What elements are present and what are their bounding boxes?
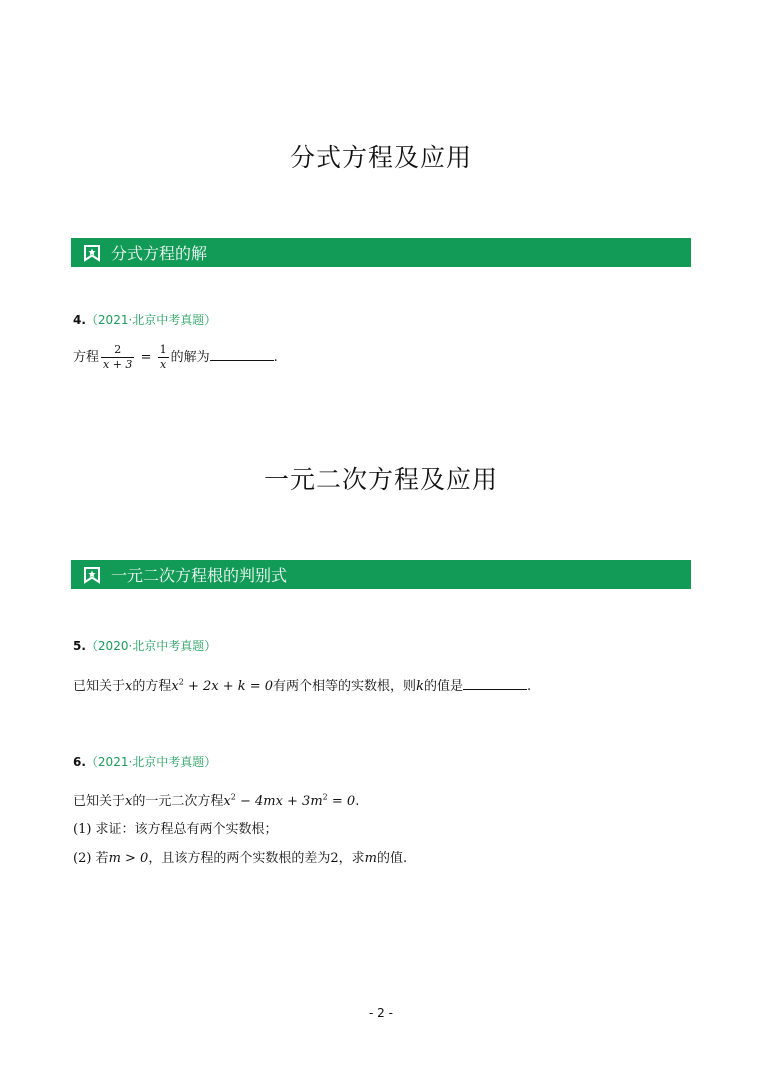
section-bar-label: 分式方程的解	[111, 244, 208, 263]
math-exponent: 2	[230, 792, 236, 802]
question-text	[73, 675, 531, 694]
answer-blank[interactable]	[463, 677, 527, 690]
text: 方程	[73, 350, 100, 365]
fraction	[158, 343, 169, 372]
math-exponent: 2	[178, 677, 184, 687]
text: .	[355, 794, 360, 809]
page-number: - 2 -	[369, 1006, 393, 1020]
math: − 4mx + 3m	[235, 794, 323, 809]
math: x	[223, 794, 231, 809]
text: (2) 若	[73, 851, 109, 866]
question-source: （2020·北京中考真题）	[85, 639, 217, 653]
bookmark-star-icon	[83, 244, 101, 262]
question-text	[73, 790, 359, 809]
math: m > 0	[108, 851, 149, 866]
math: 2	[330, 851, 339, 866]
text: 的值是	[423, 679, 463, 694]
section-bar-fractional-solution	[71, 238, 691, 267]
text: 已知关于	[73, 794, 126, 809]
text: ，且该方程的两个实数根的差为	[148, 851, 331, 866]
section-title-quadratic-equations: 一元二次方程及应用	[263, 465, 498, 494]
math-variable: m	[364, 851, 377, 866]
text: .	[526, 679, 532, 694]
question-text	[73, 343, 278, 372]
text: 的一元二次方程	[132, 794, 224, 809]
math-variable: x	[125, 794, 133, 809]
text: 已知关于	[73, 679, 126, 694]
question-header	[73, 637, 216, 654]
math: = 0	[327, 794, 356, 809]
text: 的解为	[170, 350, 210, 365]
section-bar-discriminant	[71, 560, 691, 589]
fraction	[101, 343, 134, 372]
question-part-1: (1) 求证：该方程总有两个实数根；	[73, 822, 278, 837]
text: ，求	[338, 851, 365, 866]
question-source: （2021·北京中考真题）	[85, 755, 217, 769]
bookmark-star-icon	[83, 566, 101, 584]
question-number: 6.	[73, 755, 86, 769]
question-source: （2021·北京中考真题）	[85, 313, 217, 327]
text: 的值.	[376, 851, 408, 866]
text: .	[273, 350, 278, 365]
answer-blank[interactable]	[210, 348, 274, 361]
question-header	[73, 753, 216, 770]
math-exponent: 2	[322, 792, 328, 802]
text: 有两个相等的实数根，则	[273, 679, 417, 694]
denominator: x	[160, 358, 167, 371]
section-bar-label: 一元二次方程根的判别式	[111, 566, 288, 585]
text: 的方程	[132, 679, 172, 694]
equals-sign: =	[140, 350, 152, 365]
question-number: 5.	[73, 639, 86, 653]
math: + 2x + k = 0	[183, 679, 274, 694]
numerator: 2	[101, 343, 134, 358]
question-header	[73, 311, 216, 328]
question-part-2	[73, 847, 407, 866]
math: x	[171, 679, 179, 694]
denominator: x + 3	[103, 358, 133, 371]
section-title-fractional-equations: 分式方程及应用	[289, 143, 472, 172]
math-variable: x	[125, 679, 133, 694]
math-variable: k	[416, 679, 424, 694]
question-number: 4.	[73, 313, 86, 327]
numerator: 1	[159, 343, 167, 356]
